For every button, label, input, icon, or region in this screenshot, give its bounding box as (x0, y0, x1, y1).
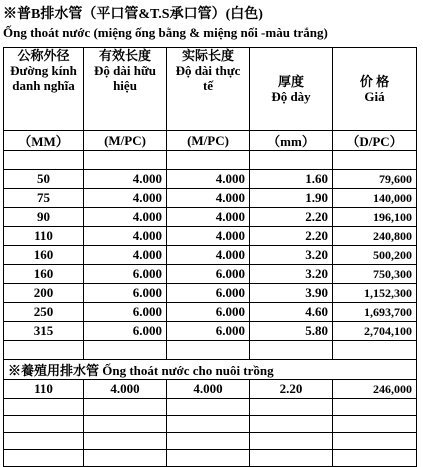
cell-effective-length: 4.000 (84, 227, 167, 246)
header-diameter-cn: 公称外径 (17, 48, 70, 63)
unit-price: （D/PC） (333, 131, 417, 151)
header-actual-length (167, 48, 250, 131)
cell-actual-length: 6.000 (167, 284, 250, 303)
cell-effective-length: 4.000 (84, 170, 167, 189)
table-row (4, 322, 417, 341)
header-effective-length-vn: Độ dài hữu hiệu (94, 63, 156, 93)
cell-price: 1,693,700 (333, 303, 417, 322)
table-row (4, 208, 417, 227)
cell-diameter: 75 (4, 189, 84, 208)
cell-effective-length: 4.000 (84, 380, 167, 399)
cell-actual-length: 4.000 (167, 170, 250, 189)
empty-row (4, 450, 417, 467)
section-title: ※養殖用排水管 Ống thoát nước cho nuôi trồng (4, 360, 417, 380)
header-actual-length-vn: Độ dài thực tế (175, 63, 241, 93)
table-title-vietnamese: Ống thoát nước (miệng ống bằng & miệng nối -màu trắng) (3, 25, 328, 40)
cell-thickness: 2.20 (250, 380, 333, 399)
cell-price: 1,152,300 (333, 284, 417, 303)
cell-diameter: 110 (4, 380, 84, 399)
cell-diameter: 110 (4, 227, 84, 246)
price-table (3, 47, 417, 467)
spacer-row (4, 341, 417, 360)
header-row (4, 48, 417, 131)
table-row (4, 284, 417, 303)
section-title-row (4, 360, 417, 380)
cell-price: 750,300 (333, 265, 417, 284)
cell-effective-length: 4.000 (84, 208, 167, 227)
cell-effective-length: 4.000 (84, 246, 167, 265)
empty-row (4, 433, 417, 450)
cell-diameter: 90 (4, 208, 84, 227)
cell-effective-length: 6.000 (84, 284, 167, 303)
header-diameter-vn: Đường kính danh nghĩa (10, 63, 77, 93)
cell-diameter: 250 (4, 303, 84, 322)
cell-actual-length: 4.000 (167, 189, 250, 208)
table-title-chinese: ※普B排水管（平口管&T.S承口管）(白色) (3, 7, 263, 22)
header-thickness (250, 48, 333, 131)
cell-thickness: 3.20 (250, 246, 333, 265)
cell-price: 140,000 (333, 189, 417, 208)
cell-thickness: 4.60 (250, 303, 333, 322)
cell-effective-length: 6.000 (84, 322, 167, 341)
cell-price: 2,704,100 (333, 322, 417, 341)
header-thickness-vn: Độ dày (271, 89, 311, 104)
cell-actual-length: 4.000 (167, 208, 250, 227)
unit-actual-length: (M/PC) (167, 131, 250, 151)
table-row (4, 189, 417, 208)
unit-diameter: （MM） (4, 131, 84, 151)
table-row (4, 246, 417, 265)
header-thickness-cn: 厚度 (277, 74, 304, 89)
header-price-vn: Giá (364, 89, 385, 104)
header-price (333, 48, 417, 131)
header-diameter (4, 48, 84, 131)
cell-price: 246,000 (333, 380, 417, 399)
table-row (4, 170, 417, 189)
cell-actual-length: 4.000 (167, 246, 250, 265)
spacer-row (4, 151, 417, 170)
cell-actual-length: 6.000 (167, 303, 250, 322)
cell-thickness: 2.20 (250, 208, 333, 227)
cell-diameter: 200 (4, 284, 84, 303)
cell-diameter: 50 (4, 170, 84, 189)
unit-thickness: （mm） (250, 131, 333, 151)
cell-diameter: 315 (4, 322, 84, 341)
cell-price: 79,600 (333, 170, 417, 189)
table-row (4, 380, 417, 399)
cell-diameter: 160 (4, 265, 84, 284)
cell-thickness: 1.90 (250, 189, 333, 208)
header-price-cn: 价 格 (359, 74, 390, 89)
cell-actual-length: 4.000 (167, 227, 250, 246)
header-effective-length (84, 48, 167, 131)
cell-diameter: 160 (4, 246, 84, 265)
header-effective-length-cn: 有效长度 (98, 48, 151, 63)
empty-row (4, 399, 417, 416)
header-actual-length-cn: 实际长度 (181, 48, 234, 63)
cell-actual-length: 4.000 (167, 380, 250, 399)
cell-effective-length: 6.000 (84, 303, 167, 322)
cell-actual-length: 6.000 (167, 322, 250, 341)
cell-thickness: 2.20 (250, 227, 333, 246)
cell-thickness: 3.20 (250, 265, 333, 284)
cell-price: 196,100 (333, 208, 417, 227)
table-row (4, 227, 417, 246)
cell-price: 500,200 (333, 246, 417, 265)
unit-row (4, 131, 417, 151)
cell-thickness: 3.90 (250, 284, 333, 303)
cell-thickness: 1.60 (250, 170, 333, 189)
cell-thickness: 5.80 (250, 322, 333, 341)
unit-effective-length: (M/PC) (84, 131, 167, 151)
table-row (4, 265, 417, 284)
empty-row (4, 416, 417, 433)
cell-actual-length: 6.000 (167, 265, 250, 284)
cell-effective-length: 6.000 (84, 265, 167, 284)
cell-price: 240,800 (333, 227, 417, 246)
table-row (4, 303, 417, 322)
cell-effective-length: 4.000 (84, 189, 167, 208)
